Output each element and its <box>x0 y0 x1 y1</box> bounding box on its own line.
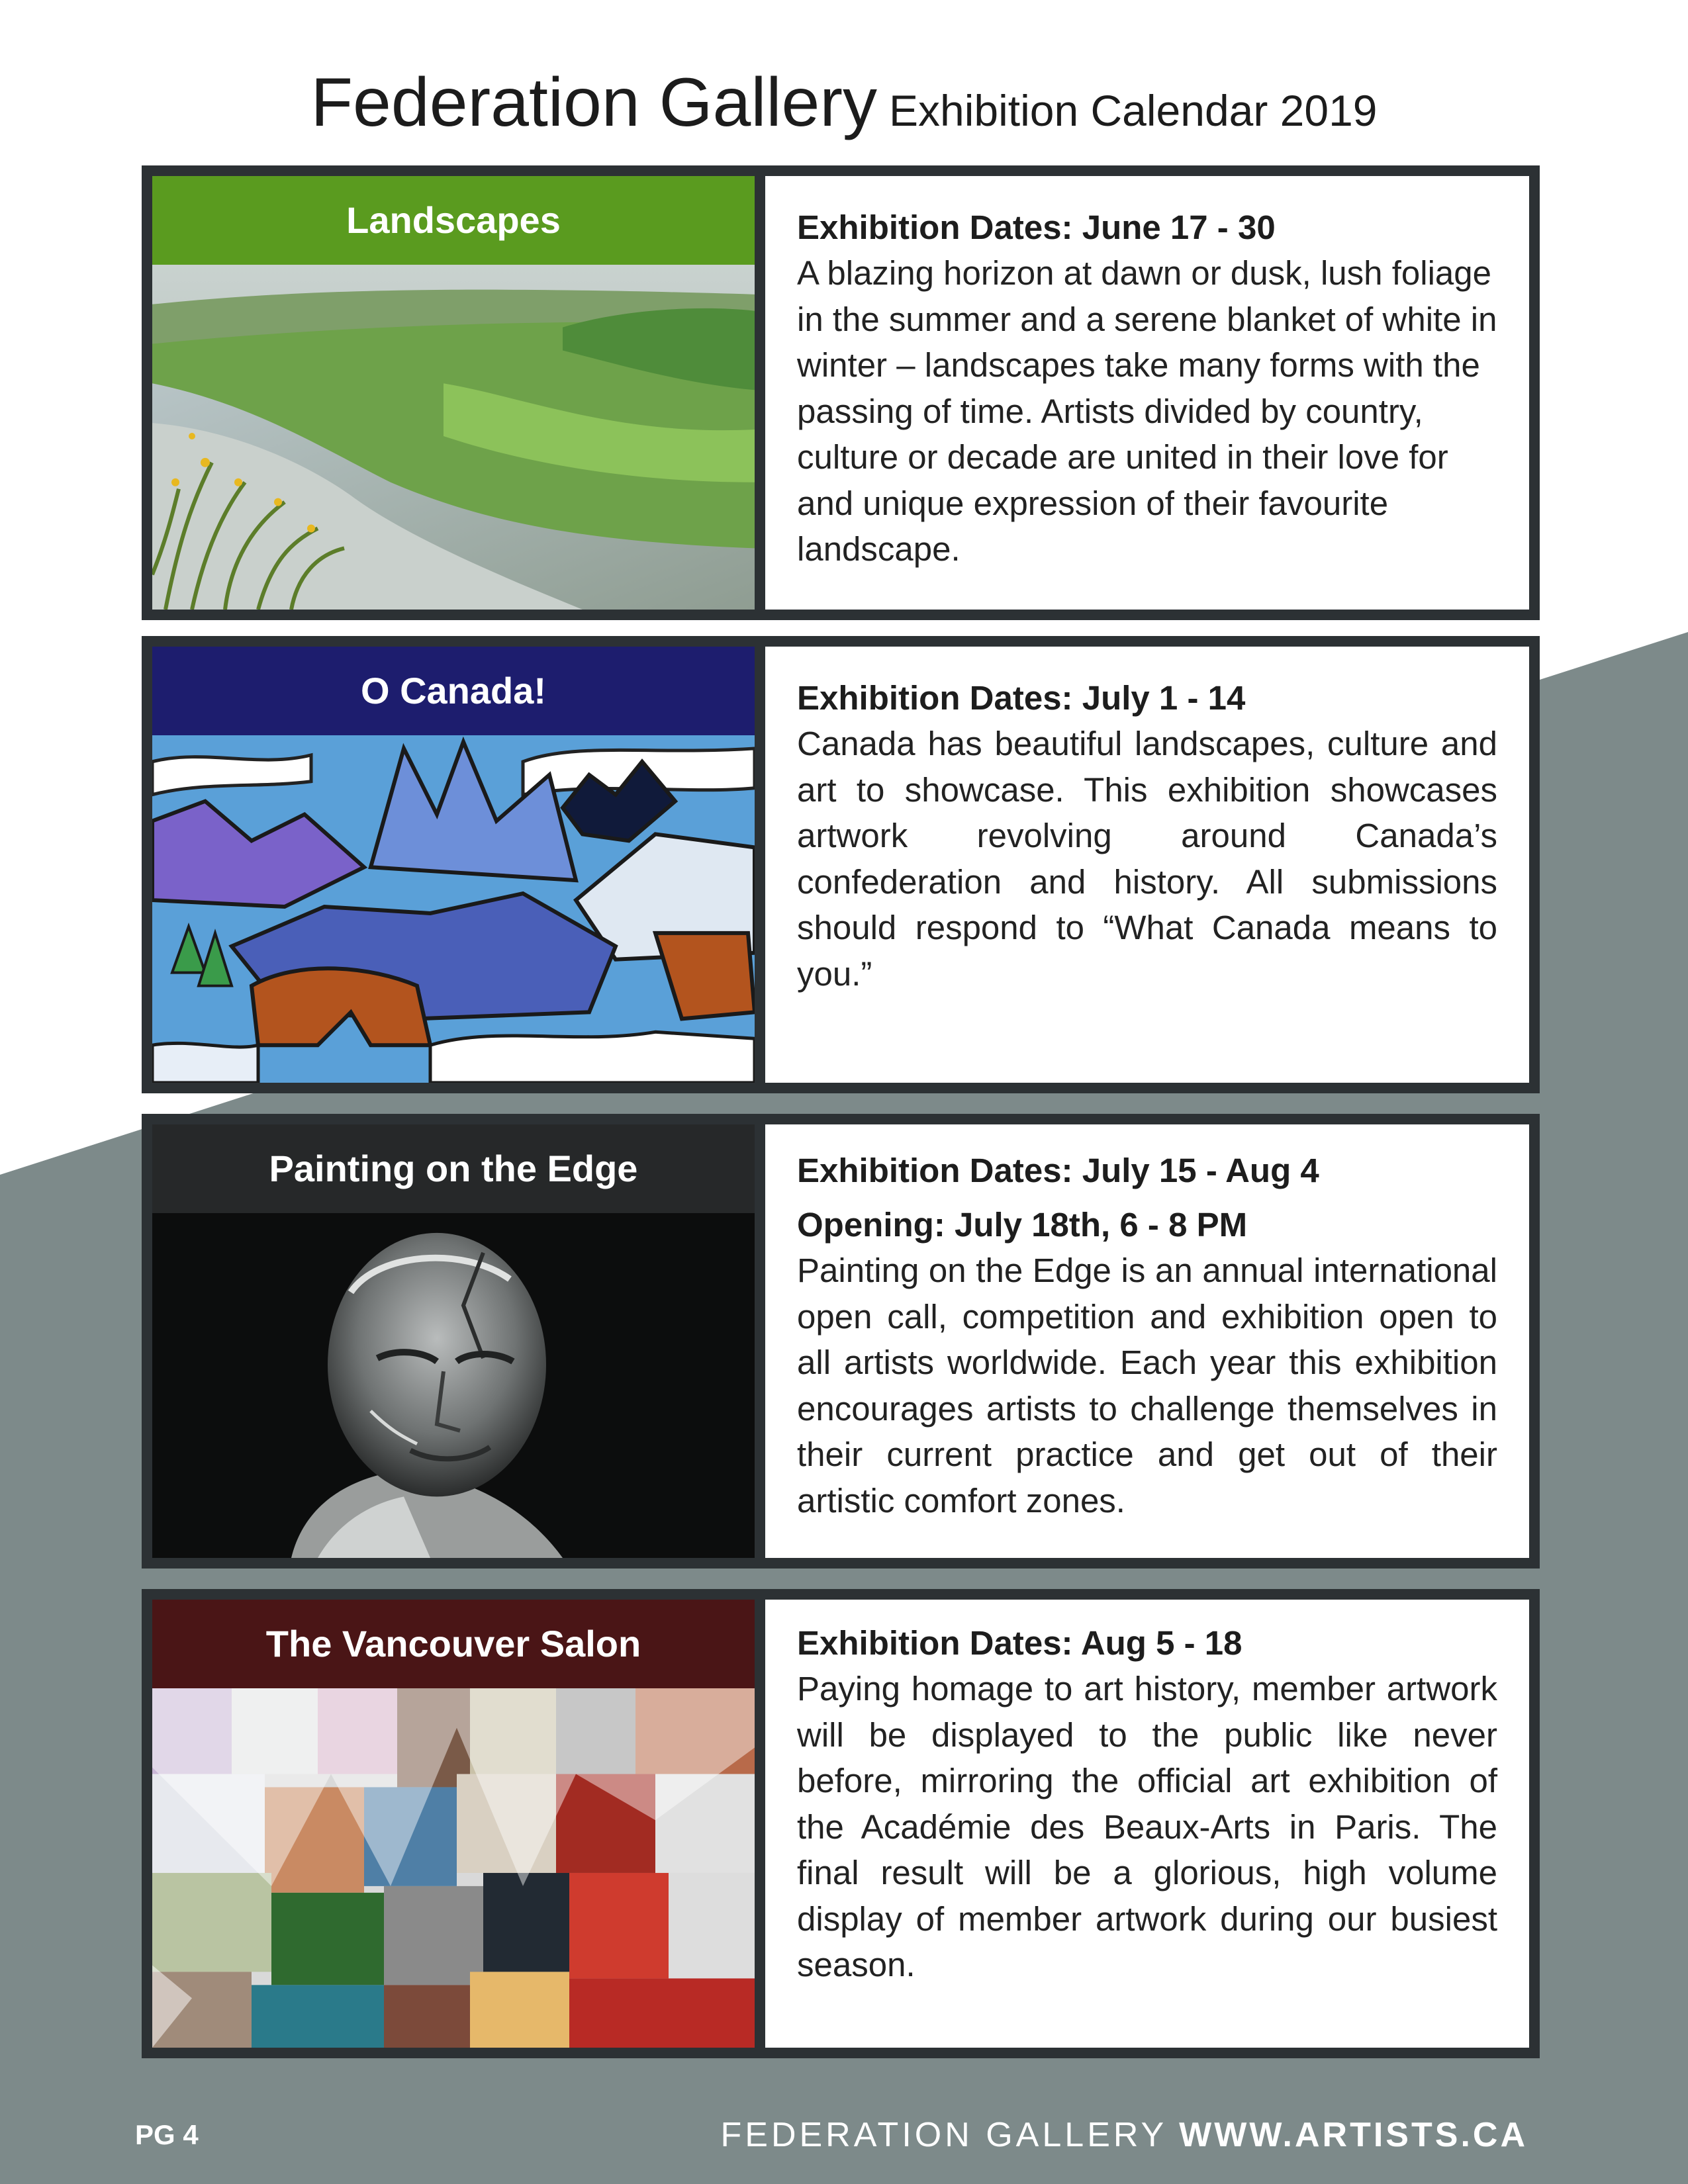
exhibition-description: A blazing horizon at dawn or dusk, lush foliage in the summer and a serene blanket of white in winter – landscapes take many forms with the passing of time. Artists divided by country, culture or decade are united in their love for and unique expression of their favourite landscape. <box>797 254 1497 568</box>
page-number: PG 4 <box>135 2119 199 2150</box>
exhibition-artwork <box>152 176 755 610</box>
canada-stained-glass-painting-icon <box>152 735 755 1083</box>
exhibition-artwork <box>152 647 755 1083</box>
exhibition-title-banner: O Canada! <box>152 647 755 735</box>
exhibition-opening: Opening: July 18th, 6 - 8 PM <box>797 1206 1248 1244</box>
exhibition-dates: Exhibition Dates: July 15 - Aug 4 <box>797 1152 1319 1189</box>
footer-credit <box>721 2115 1528 2155</box>
portrait-painting-icon <box>152 1213 755 1558</box>
exhibition-artwork <box>152 1124 755 1558</box>
exhibition-details <box>765 647 1529 1083</box>
exhibition-details <box>765 176 1529 610</box>
exhibition-details <box>765 1600 1529 2048</box>
exhibition-description: Paying homage to art history, member artwork will be displayed to the public like never before, mirroring the official art exhibition of the Académie des Beaux-Arts in Paris. The final result will be a glorious, high volume display of member artwork during our busiest season. <box>797 1670 1497 1983</box>
landscape-painting-icon <box>152 265 755 610</box>
exhibition-card-landscapes <box>142 165 1540 620</box>
exhibition-card-vancouver-salon <box>142 1589 1540 2058</box>
exhibition-details <box>765 1124 1529 1558</box>
exhibition-title-banner: Painting on the Edge <box>152 1124 755 1213</box>
exhibition-card-o-canada <box>142 636 1540 1093</box>
exhibition-title-banner: Landscapes <box>152 176 755 265</box>
gallery-title: Federation Gallery <box>310 64 877 141</box>
exhibition-artwork <box>152 1600 755 2048</box>
exhibition-description: Canada has beautiful landscapes, culture and art to showcase. This exhibition showcases artwork revolving around Canada’s confederation and history. All submissions should respond to “What Canada means to you.” <box>797 725 1497 993</box>
page-heading <box>0 64 1688 142</box>
exhibition-dates: Exhibition Dates: June 17 - 30 <box>797 208 1276 246</box>
footer-website: WWW.ARTISTS.CA <box>1179 2116 1528 2154</box>
exhibition-title-banner: The Vancouver Salon <box>152 1600 755 1688</box>
footer-gallery-name: FEDERATION GALLERY <box>720 2116 1168 2154</box>
exhibition-dates: Exhibition Dates: July 1 - 14 <box>797 679 1246 717</box>
exhibition-dates: Exhibition Dates: Aug 5 - 18 <box>797 1624 1243 1662</box>
exhibition-description: Painting on the Edge is an annual international open call, competition and exhibition open to all artists worldwide. Each year this exhibition encourages artists to challenge themselves in their current practice and get out of their artistic comfort zones. <box>797 1251 1497 1520</box>
calendar-subtitle: Exhibition Calendar 2019 <box>889 86 1378 135</box>
artwork-collage-icon <box>152 1688 755 2048</box>
exhibition-card-painting-on-the-edge <box>142 1114 1540 1569</box>
